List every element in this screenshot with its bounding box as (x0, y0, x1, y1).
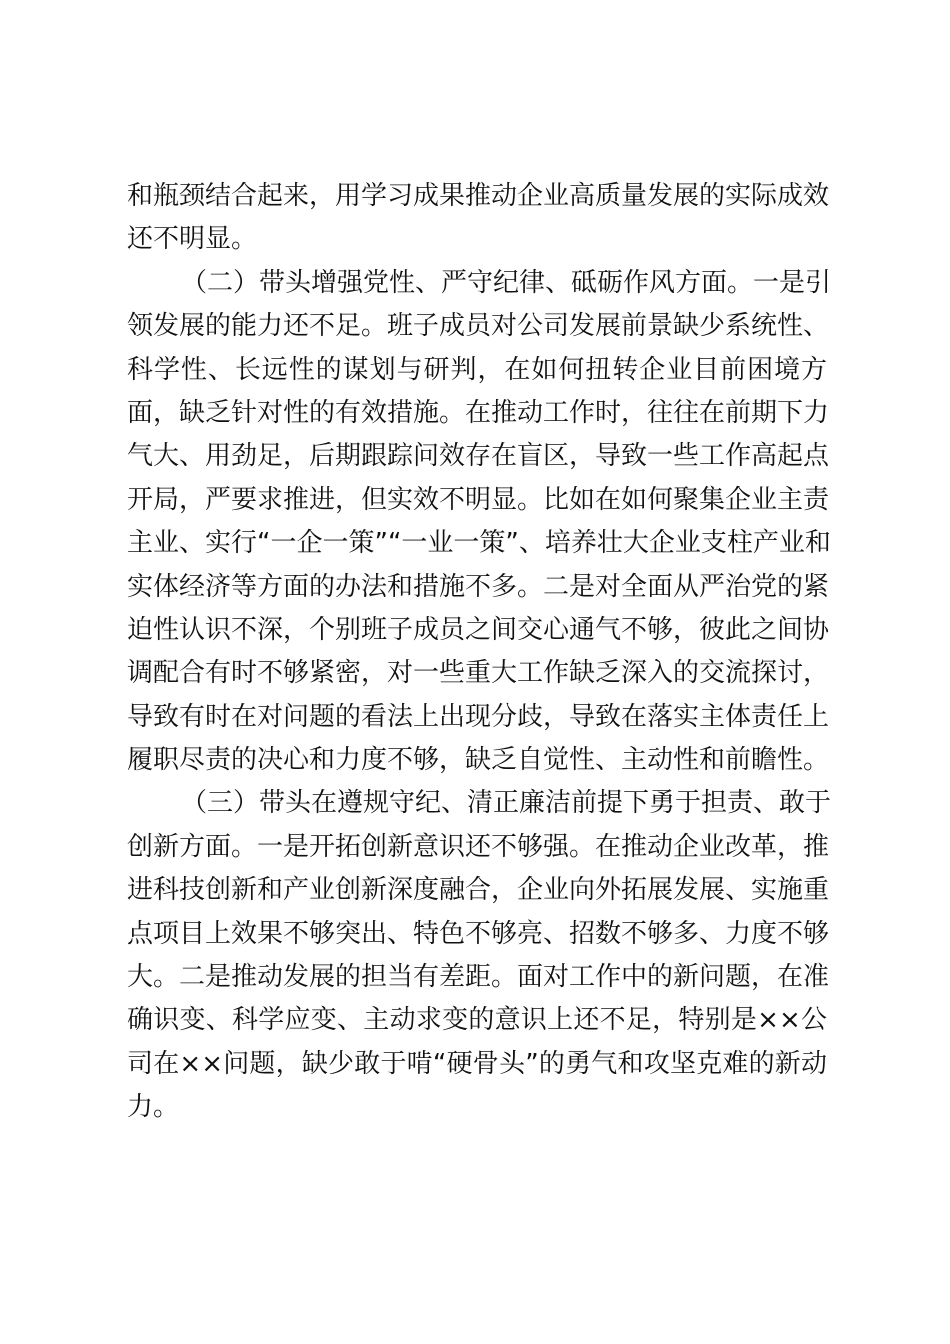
text-line: 力。 (127, 1092, 180, 1123)
text-line: 进科技创新和产业创新深度融合，企业向外拓展发展、实施重 (127, 875, 830, 906)
text-line: 开局，严要求推进，但实效不明显。比如在如何聚集企业主责 (127, 484, 830, 515)
text-line: 领发展的能力还不足。班子成员对公司发展前景缺少系统性、 (127, 311, 830, 342)
text-line: 导致有时在对问题的看法上出现分歧，导致在落实主体责任上 (127, 701, 830, 732)
text-line: 气大、用劲足，后期跟踪问效存在盲区，导致一些工作高起点 (127, 441, 830, 472)
text-line: 履职尽责的决心和力度不够，缺乏自觉性、主动性和前瞻性。 (127, 745, 830, 776)
paragraph-3 (127, 782, 832, 1129)
text-line: 面，缺乏针对性的有效措施。在推动工作时，往往在前期下力 (127, 397, 830, 428)
text-line: 调配合有时不够紧密，对一些重大工作缺乏深入的交流探讨， (127, 658, 830, 689)
text-line: 创新方面。一是开拓创新意识还不够强。在推动企业改革，推 (127, 831, 830, 862)
text-line: 科学性、长远性的谋划与研判，在如何扭转企业目前困境方 (127, 354, 827, 385)
text-line: 迫性认识不深，个别班子成员之间交心通气不够，彼此之间协 (127, 614, 830, 645)
text-line: 确识变、科学应变、主动求变的意识上还不足，特别是××公 (127, 1005, 827, 1036)
paragraph-2 (127, 262, 832, 783)
text-line: 大。二是推动发展的担当有差距。面对工作中的新问题，在准 (127, 962, 830, 993)
text-line: 主业、实行“一企一策”“一业一策”、培养壮大企业支柱产业和 (127, 528, 831, 559)
text-line: （二）带头增强党性、严守纪律、砥砺作风方面。一是引 (181, 267, 832, 298)
text-line: （三）带头在遵规守纪、清正廉洁前提下勇于担责、敢于 (181, 788, 832, 819)
text-line: 还不明显。 (127, 224, 258, 255)
text-line: 司在××问题，缺少敢于啃“硬骨头”的勇气和攻坚克难的新动 (127, 1048, 827, 1079)
text-line: 点项目上效果不够突出、特色不够亮、招数不够多、力度不够 (127, 918, 830, 949)
text-line: 实体经济等方面的办法和措施不多。二是对全面从严治党的紧 (127, 571, 830, 602)
text-line: 和瓶颈结合起来，用学习成果推动企业高质量发展的实际成效 (127, 181, 830, 211)
document-body (127, 175, 832, 1130)
paragraph-1 (127, 175, 830, 262)
